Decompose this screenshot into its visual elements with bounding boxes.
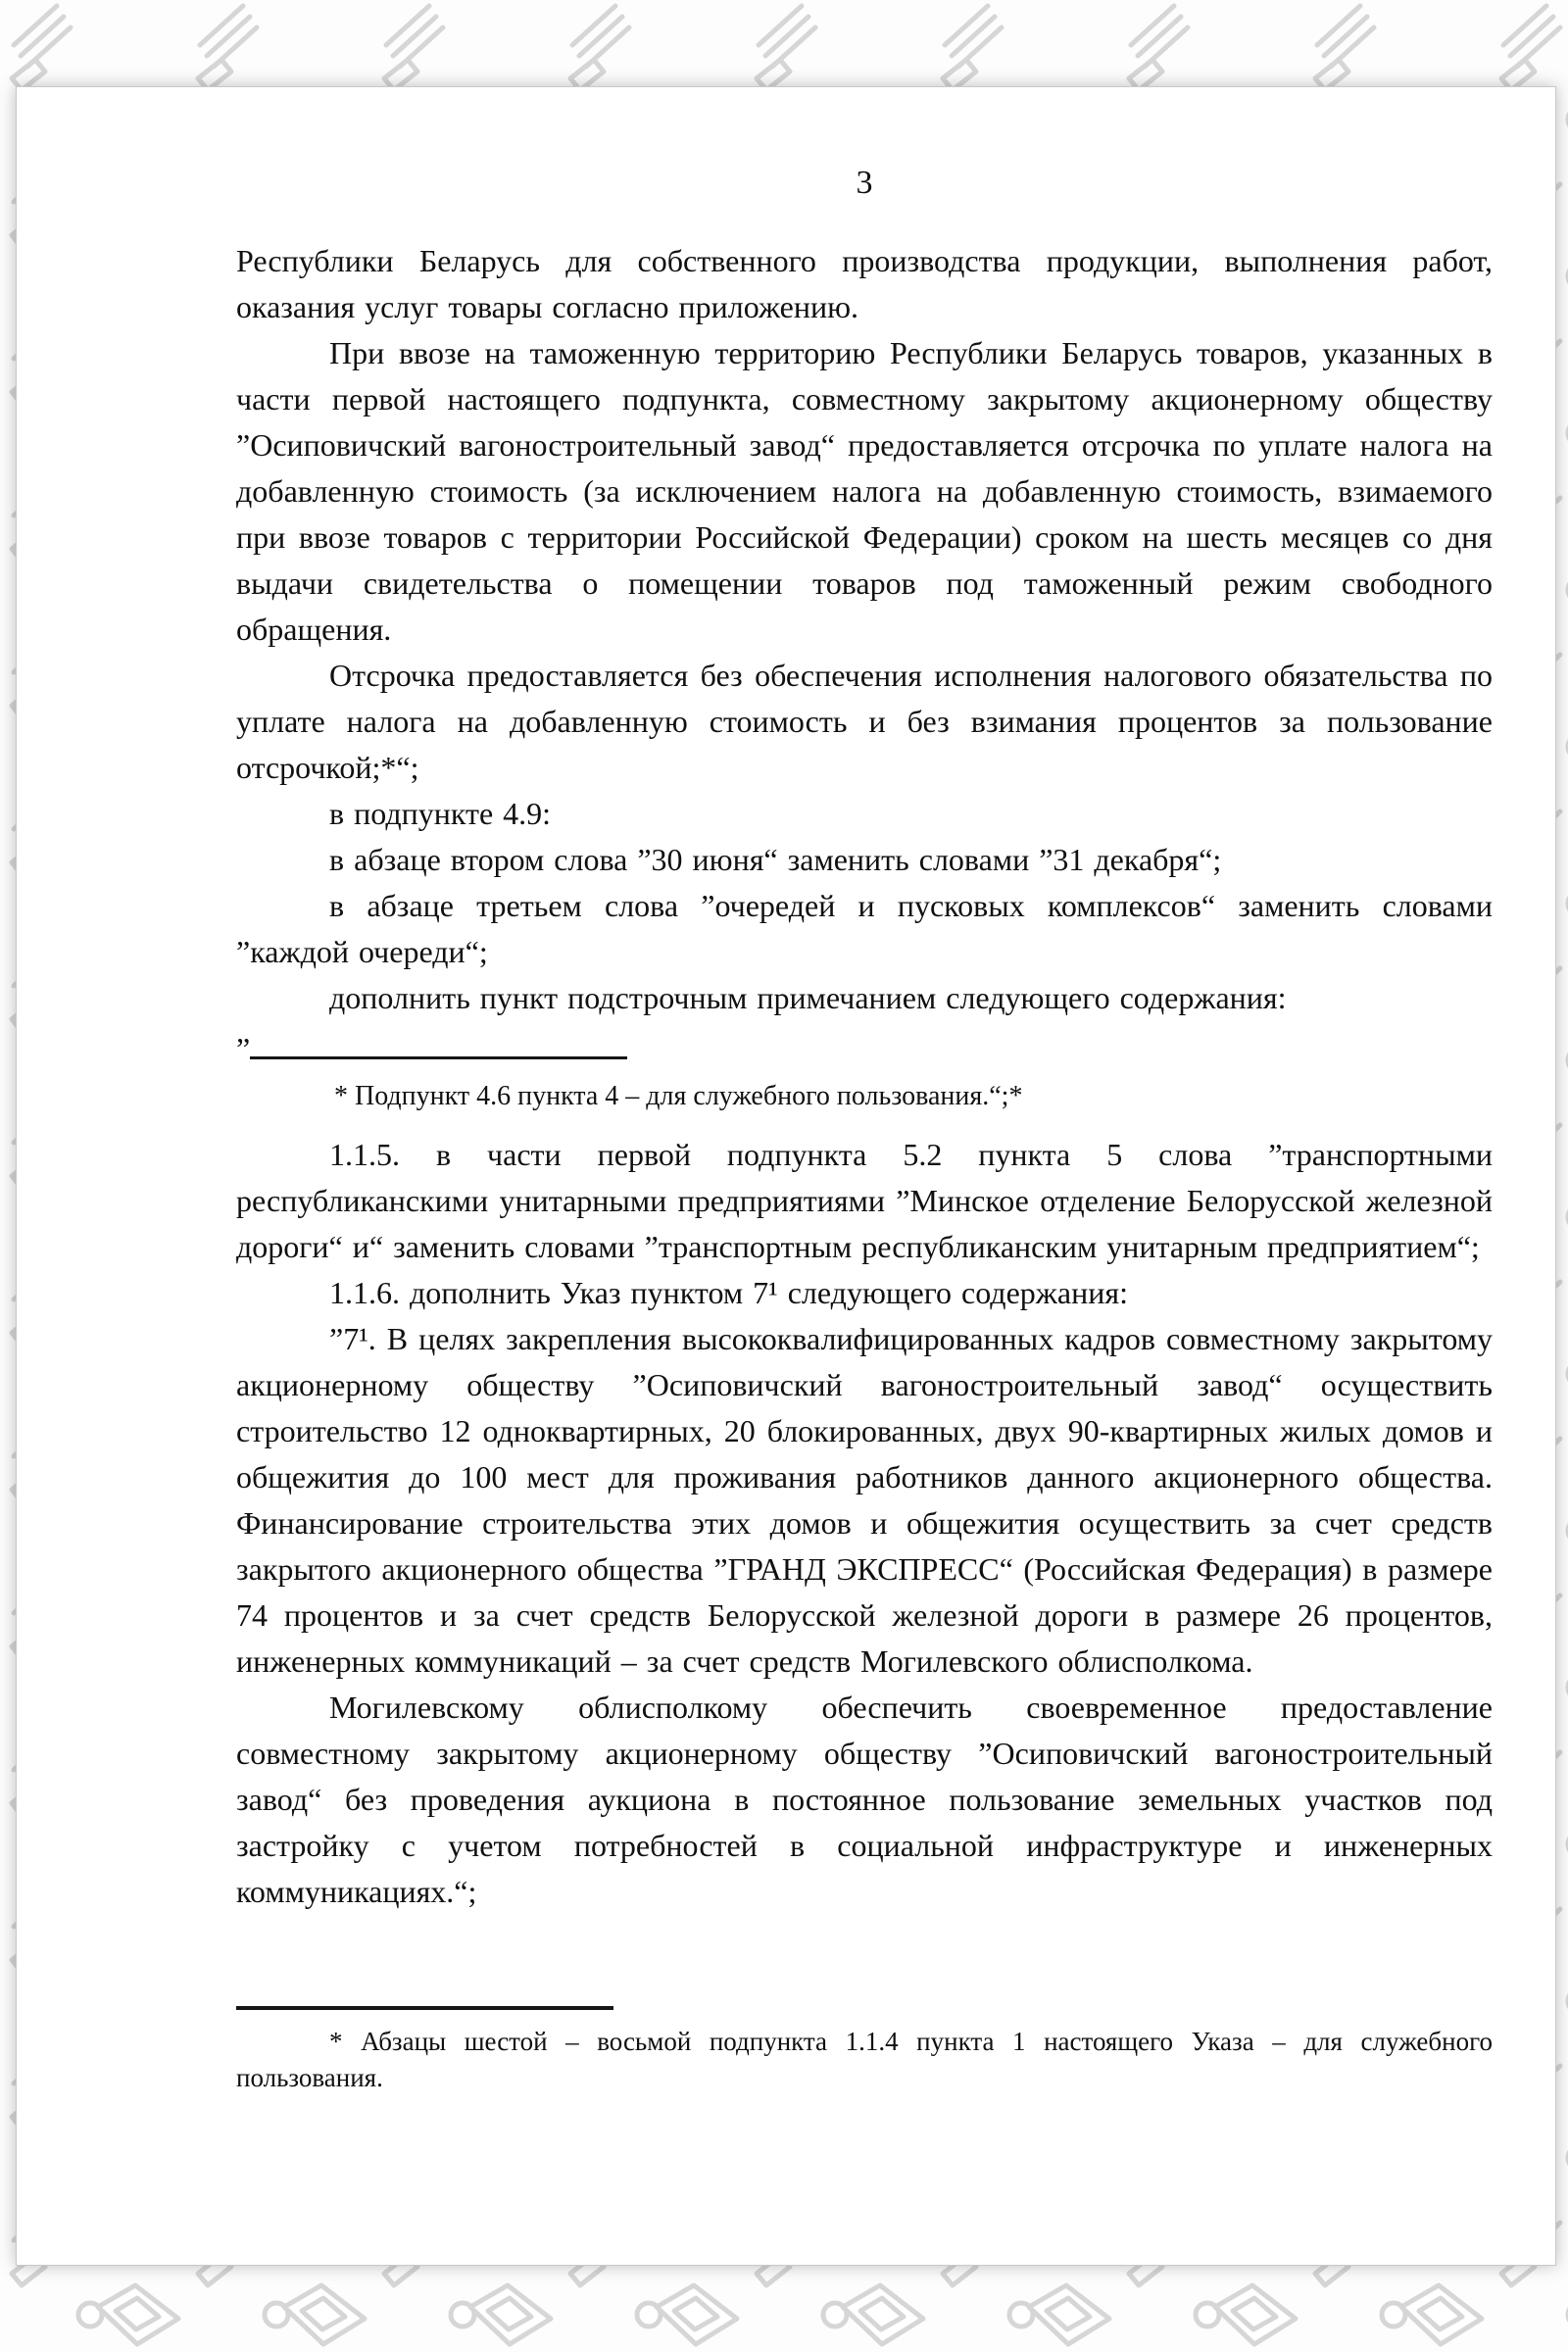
body-paragraphs <box>236 238 1493 1915</box>
paragraph-deferral-terms: Отсрочка предоставляется без обеспечения исполнения налогового обязательства по уплате налога на добавленную стоимость и без взимания процентов за пользование отсрочкой;*“; <box>236 658 1493 785</box>
paragraph-mogilev-oblast: Могилевскому облисполкому обеспечить своевременное предоставление совместному закрытому акционерному обществу ”Осиповичский вагоностроительный завод“ без проведения аукциона в постоянное пользование земельных участков под застройку с учетом потребностей в социальной инфраструктуре и инженерных коммуникациях.“; <box>236 1690 1493 1909</box>
opening-quote: ” <box>236 1031 251 1066</box>
paragraph-replace-queues: в абзаце третьем слова ”очередей и пусковых комплексов“ заменить словами ”каждой очереди“; <box>236 888 1493 969</box>
footnote-inline: * Подпункт 4.6 пункта 4 – для служебного пользования.“;* <box>334 1081 1023 1111</box>
paragraph-add-footnote: дополнить пункт подстрочным примечанием следующего содержания: <box>329 980 1287 1015</box>
paragraph-import-deferral: При ввозе на таможенную территорию Республики Беларусь товаров, указанных в части первой настоящего подпункта, совместному закрытому акционерному обществу ”Осиповичский вагоностроительный завод“ предоставляется отсрочка по уплате налога на добавленную стоимость (за исключением налога на добавленную стоимость, взимаемого при ввозе товаров с территории Российской Федерации) сроком на шесть месяцев со дня выдачи свидетельства о помещении товаров под таможенный режим свободного обращения. <box>236 335 1493 647</box>
text-column <box>236 162 1493 1915</box>
paragraph-1-1-5: 1.1.5. в части первой подпункта 5.2 пункта 5 слова ”транспортными республиканскими унитарными предприятиями ”Минское отделение Белорусской железной дороги“ и“ заменить словами ”транспортным республиканским унитарным предприятием“; <box>236 1137 1493 1264</box>
document-page <box>16 86 1556 2266</box>
bottom-footnote-block <box>236 2006 1493 2096</box>
paragraph-replace-dates: в абзаце втором слова ”30 июня“ заменить словами ”31 декабря“; <box>329 842 1222 877</box>
bottom-footnote: * Абзацы шестой – восьмой подпункта 1.1.4 пункта 1 настоящего Указа – для служебного пользования. <box>236 2027 1493 2092</box>
paragraph-subpoint-4-9: в подпункте 4.9: <box>329 796 552 831</box>
paragraph-intro-continuation: Республики Беларусь для собственного производства продукции, выполнения работ, оказания услуг товары согласно приложению. <box>236 243 1493 324</box>
inline-rule <box>250 1023 627 1059</box>
paragraph-1-1-6: 1.1.6. дополнить Указ пунктом 7¹ следующего содержания: <box>329 1275 1128 1310</box>
paragraph-point-7-1: ”7¹. В целях закрепления высококвалифицированных кадров совместному закрытому акционерному обществу ”Осиповичский вагоностроительный завод“ осуществить строительство 12 одноквартирных, 20 блокированных, двух 90-квартирных жилых домов и общежития до 100 мест для проживания работников данного акционерного общества. Финансирование строительства этих домов и общежития осуществить за счет средств закрытого акционерного общества ”ГРАНД ЭКСПРЕСС“ (Российская Федерация) в размере 74 процентов и за счет средств Белорусской железной дороги в размере 26 процентов, инженерных коммуникаций – за счет средств Могилевского облисполкома. <box>236 1321 1493 1679</box>
footnote-separator-quote <box>236 1023 1493 1069</box>
page-number: 3 <box>856 165 873 201</box>
footnote-rule <box>236 2006 613 2010</box>
